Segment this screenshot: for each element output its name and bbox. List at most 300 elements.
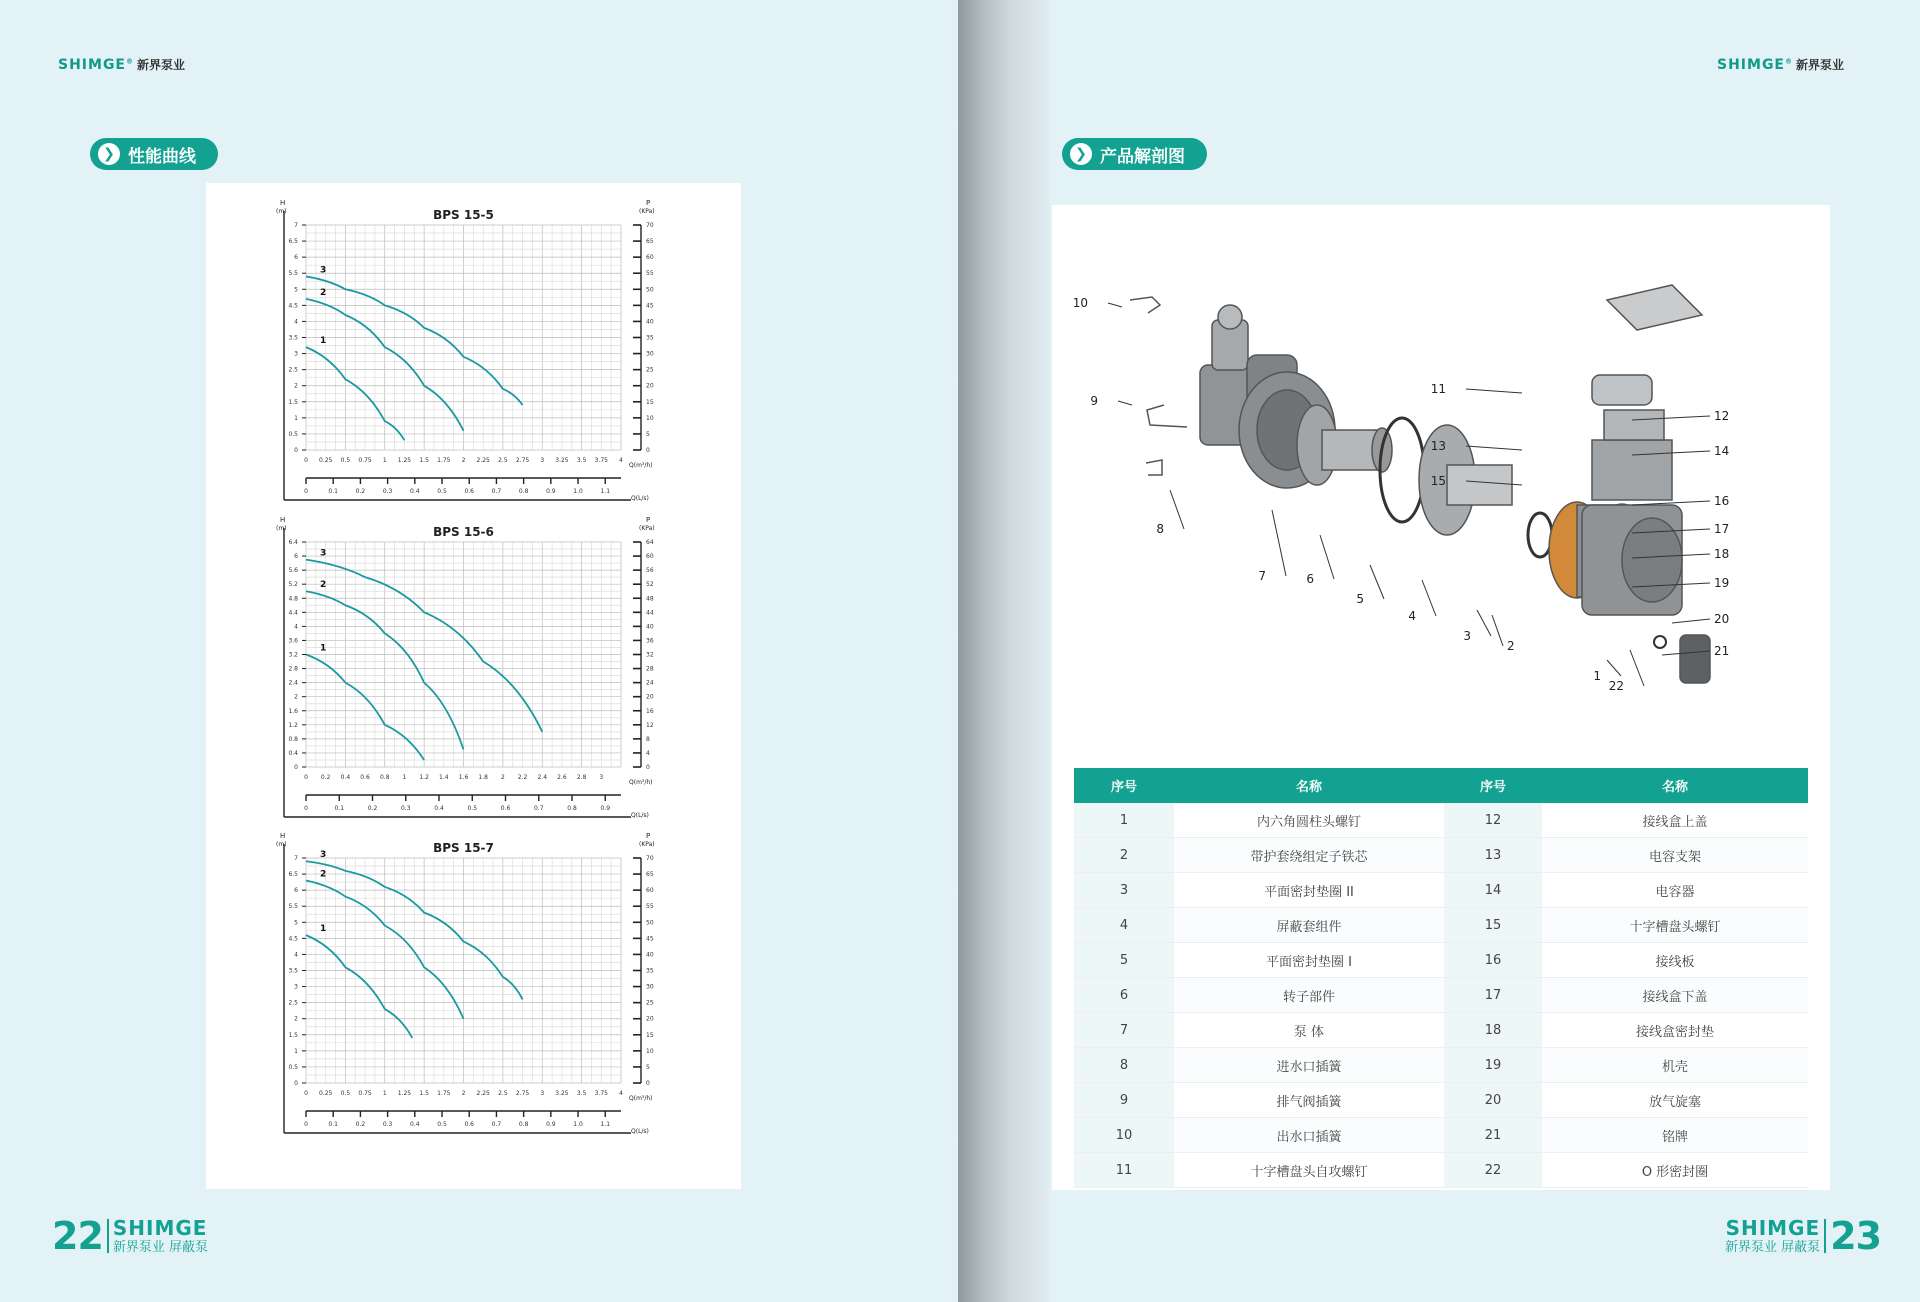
col-header-no: 序号 <box>1444 768 1542 803</box>
outlet-clip-illustration <box>1130 297 1160 313</box>
y-tick-label: 6.5 <box>288 871 298 879</box>
y-tick-label: 5.5 <box>288 270 298 278</box>
y-tick-label: 3 <box>294 350 298 358</box>
x-tick-label: 2.8 <box>576 774 587 781</box>
x2-tick-label: 0.6 <box>464 488 475 495</box>
callout-number: 20 <box>1714 612 1730 626</box>
y-tick-label: 1 <box>294 1047 298 1055</box>
x2-axis-unit: Q(L/s) <box>631 812 649 819</box>
performance-chart <box>276 516 655 819</box>
y-tick-label: 1.2 <box>288 721 298 729</box>
callout-number: 2 <box>1507 639 1515 653</box>
x-tick-label: 1 <box>402 774 407 781</box>
part-name-cell: 转子部件 <box>1174 978 1444 1013</box>
table-row <box>1074 838 1808 873</box>
y-tick-label: 7 <box>294 855 298 862</box>
col-header-no: 序号 <box>1074 768 1174 803</box>
y2-tick-label: 10 <box>646 414 654 422</box>
part-name-cell: 接线盒下盖 <box>1542 978 1808 1013</box>
y-tick-label: 2.5 <box>288 366 298 374</box>
y-tick-label: 0.5 <box>288 1063 298 1071</box>
y2-tick-label: 20 <box>646 1015 654 1023</box>
part-number-cell: 12 <box>1444 803 1542 838</box>
series-label: 2 <box>320 580 327 591</box>
y-tick-label: 3.5 <box>288 334 298 342</box>
y2-tick-label: 8 <box>646 735 650 743</box>
callout-leader-line <box>1370 565 1384 599</box>
x-tick-label: 1.8 <box>478 774 488 781</box>
part-name-cell: 接线盒密封垫 <box>1542 1013 1808 1048</box>
y-tick-label: 6 <box>294 553 298 561</box>
part-name-cell: 屏蔽套组件 <box>1174 908 1444 943</box>
y2-tick-label: 25 <box>646 366 654 374</box>
table-row <box>1074 1118 1808 1153</box>
x-axis-unit: Q(m³/h) <box>629 1095 653 1102</box>
table-row <box>1074 1048 1808 1083</box>
x-tick-label: 0.4 <box>340 774 351 781</box>
y2-tick-label: 36 <box>646 637 654 645</box>
x-tick-label: 3 <box>540 1090 545 1097</box>
x-tick-label: 2.25 <box>476 457 490 464</box>
x-tick-label: 4 <box>619 457 623 464</box>
x-tick-label: 1.5 <box>419 457 429 464</box>
y-tick-label: 0.5 <box>288 430 298 438</box>
y-axis-label: H <box>280 516 286 524</box>
y-tick-label: 4.5 <box>288 302 298 310</box>
y2-tick-label: 15 <box>646 398 654 406</box>
y2-tick-label: 40 <box>646 318 654 326</box>
footer-left <box>52 1214 208 1258</box>
callout-leader-line <box>1118 401 1132 405</box>
y2-tick-label: 56 <box>646 567 654 575</box>
x-tick-label: 0.75 <box>358 457 372 464</box>
x-tick-label: 0.25 <box>319 1090 333 1097</box>
x-tick-label: 1.75 <box>437 457 451 464</box>
part-number-cell: 7 <box>1074 1013 1174 1048</box>
x2-axis-unit: Q(L/s) <box>631 495 649 502</box>
callout-number: 12 <box>1714 409 1730 423</box>
y2-tick-label: 35 <box>646 334 654 342</box>
section-label: 性能曲线 <box>128 146 196 167</box>
part-number-cell: 15 <box>1444 908 1542 943</box>
footer-brand: SHIMGE <box>112 1216 208 1240</box>
y2-tick-label: 55 <box>646 270 654 278</box>
part-number-cell: 16 <box>1444 943 1542 978</box>
part-name-cell: 放气旋塞 <box>1542 1083 1808 1118</box>
callout-number: 16 <box>1714 494 1730 508</box>
x2-tick-label: 0.1 <box>334 805 345 812</box>
y-tick-label: 1.5 <box>288 398 298 406</box>
x-tick-label: 3.75 <box>594 457 608 464</box>
callout-number: 18 <box>1714 547 1730 561</box>
x2-tick-label: 1.0 <box>573 488 583 495</box>
y-axis-label: H <box>280 832 286 840</box>
part-number-cell: 2 <box>1074 838 1174 873</box>
x2-tick-label: 0.3 <box>382 1121 393 1128</box>
y-tick-label: 5 <box>294 919 298 927</box>
y2-tick-label: 15 <box>646 1031 654 1039</box>
x-tick-label: 1.5 <box>419 1090 429 1097</box>
y2-tick-label: 25 <box>646 999 654 1007</box>
y-axis-unit: (m) <box>276 525 287 532</box>
brand-logo-left: SHIMGE® 新界泵业 <box>58 57 186 73</box>
y-tick-label: 5 <box>294 286 298 294</box>
x2-tick-label: 0 <box>304 805 308 812</box>
part-name-cell: 出水口插簧 <box>1174 1118 1444 1153</box>
series-label: 3 <box>320 850 327 861</box>
part-name-cell: 进水口插簧 <box>1174 1048 1444 1083</box>
y-tick-label: 0.8 <box>288 735 298 743</box>
part-name-cell: 铭牌 <box>1542 1118 1808 1153</box>
section-title-exploded-view <box>1062 138 1207 170</box>
part-name-cell: 平面密封垫圈 II <box>1174 873 1444 908</box>
x2-tick-label: 0.7 <box>533 805 544 812</box>
y-tick-label: 3.2 <box>288 651 298 659</box>
part-number-cell: 6 <box>1074 978 1174 1013</box>
y-tick-label: 0.4 <box>288 749 298 757</box>
page-number: 22 <box>52 1214 103 1258</box>
series-label: 1 <box>320 336 327 347</box>
y-tick-label: 0 <box>294 1080 298 1087</box>
y2-axis-unit: (KPa) <box>639 841 655 848</box>
y2-tick-label: 24 <box>646 679 654 687</box>
x2-tick-label: 0.6 <box>464 1121 475 1128</box>
callout-leader-line <box>1108 303 1122 307</box>
callout-leader-line <box>1492 615 1503 646</box>
x2-tick-label: 0.2 <box>355 1121 366 1128</box>
chevron-right-icon: ❯ <box>1070 143 1092 165</box>
part-number-cell: 11 <box>1074 1153 1174 1188</box>
y2-tick-label: 0 <box>646 764 650 771</box>
callout-number: 6 <box>1306 572 1314 586</box>
x-axis-unit: Q(m³/h) <box>629 462 653 469</box>
y2-axis-label: P <box>646 516 651 524</box>
y2-tick-label: 40 <box>646 951 654 959</box>
y-tick-label: 3 <box>294 983 298 991</box>
x2-tick-label: 0.1 <box>328 488 338 495</box>
y2-tick-label: 60 <box>646 254 654 262</box>
x-tick-label: 1.4 <box>439 774 449 781</box>
part-number-cell: 3 <box>1074 873 1174 908</box>
series-label: 3 <box>320 265 327 276</box>
x-tick-label: 3 <box>599 774 604 781</box>
x2-tick-label: 0.5 <box>467 805 478 812</box>
y2-tick-label: 70 <box>646 222 654 229</box>
part-number-cell: 17 <box>1444 978 1542 1013</box>
series-label: 3 <box>320 548 327 559</box>
x-tick-label: 2 <box>500 774 505 781</box>
y-tick-label: 4.4 <box>288 609 298 617</box>
x2-tick-label: 0.7 <box>491 488 502 495</box>
divider <box>107 1219 109 1253</box>
callout-leader-line <box>1170 490 1184 529</box>
callout-leader-line <box>1466 446 1522 450</box>
y-tick-label: 6 <box>294 254 298 262</box>
part-number-cell: 22 <box>1444 1153 1542 1188</box>
x2-tick-label: 1.1 <box>600 488 611 495</box>
x2-tick-label: 0.3 <box>382 488 393 495</box>
y-tick-label: 0 <box>294 447 298 454</box>
x2-tick-label: 0.4 <box>410 1121 420 1128</box>
callout-number: 14 <box>1714 444 1730 458</box>
y-tick-label: 4.5 <box>288 935 298 943</box>
x-tick-label: 0.75 <box>358 1090 372 1097</box>
y-tick-label: 2.8 <box>288 665 298 673</box>
y2-tick-label: 30 <box>646 350 654 358</box>
part-number-cell: 14 <box>1444 873 1542 908</box>
y-tick-label: 2.5 <box>288 999 298 1007</box>
nameplate-illustration <box>1680 635 1710 683</box>
callout-leader-line <box>1607 660 1621 676</box>
part-number-cell: 5 <box>1074 943 1174 978</box>
x2-tick-label: 0.1 <box>328 1121 338 1128</box>
y-tick-label: 2 <box>294 382 298 390</box>
part-number-cell: 21 <box>1444 1118 1542 1153</box>
y2-tick-label: 0 <box>646 447 650 454</box>
y2-axis-label: P <box>646 832 651 840</box>
x-tick-label: 3.5 <box>576 457 587 464</box>
y2-tick-label: 55 <box>646 903 654 911</box>
part-name-cell: 接线板 <box>1542 943 1808 978</box>
y-tick-label: 5.5 <box>288 903 298 911</box>
x-tick-label: 0.6 <box>360 774 370 781</box>
x2-tick-label: 0.5 <box>437 488 447 495</box>
x-tick-label: 0.25 <box>319 457 333 464</box>
y-axis-unit: (m) <box>276 208 287 215</box>
callout-leader-line <box>1466 389 1522 393</box>
x2-tick-label: 0.8 <box>518 488 529 495</box>
table-row <box>1074 1083 1808 1118</box>
table-row <box>1074 908 1808 943</box>
y2-tick-label: 40 <box>646 623 654 631</box>
y-tick-label: 6.4 <box>288 539 298 546</box>
chart-title: BPS 15-6 <box>433 525 494 539</box>
y2-tick-label: 5 <box>646 430 650 438</box>
footer-brand: SHIMGE <box>1725 1216 1821 1240</box>
callout-number: 9 <box>1090 394 1098 408</box>
x-tick-label: 0.8 <box>379 774 390 781</box>
x-tick-label: 2.25 <box>476 1090 490 1097</box>
brand-logo-right: SHIMGE® 新界泵业 <box>1717 57 1845 73</box>
performance-chart <box>276 199 655 502</box>
y-tick-label: 1 <box>294 414 298 422</box>
x-tick-label: 2.4 <box>537 774 548 781</box>
rotor-illustration <box>1297 405 1392 485</box>
footer-subtitle: 新界泵业 屏蔽泵 <box>112 1240 209 1255</box>
callout-leader-line <box>1272 510 1286 576</box>
y-tick-label: 5.2 <box>288 581 298 589</box>
y-tick-label: 6.5 <box>288 238 298 246</box>
y-tick-label: 7 <box>294 222 298 229</box>
x2-tick-label: 0.2 <box>355 488 366 495</box>
x-tick-label: 2 <box>461 457 466 464</box>
x-tick-label: 1.75 <box>437 1090 451 1097</box>
x-tick-label: 0 <box>304 457 308 464</box>
series-label: 2 <box>320 869 327 880</box>
y2-tick-label: 32 <box>646 651 654 659</box>
callout-number: 15 <box>1430 474 1446 488</box>
x2-tick-label: 0.9 <box>546 1121 556 1128</box>
x2-tick-label: 0.8 <box>567 805 577 812</box>
y-tick-label: 4 <box>294 318 298 326</box>
x2-tick-label: 0.9 <box>600 805 611 812</box>
x-tick-label: 2.5 <box>498 1090 508 1097</box>
y-axis-label: H <box>280 199 286 207</box>
y2-tick-label: 35 <box>646 967 654 975</box>
section-title-performance <box>90 138 218 170</box>
table-row <box>1074 1013 1808 1048</box>
part-name-cell: 十字槽盘头自攻螺钉 <box>1174 1153 1444 1188</box>
x-tick-label: 2.75 <box>515 457 530 464</box>
callout-number: 21 <box>1714 644 1730 658</box>
y-tick-label: 6 <box>294 887 298 895</box>
chart-panel <box>206 183 741 1189</box>
callout-number: 13 <box>1430 439 1446 453</box>
performance-charts <box>206 183 741 1189</box>
part-number-cell: 9 <box>1074 1083 1174 1118</box>
part-number-cell: 20 <box>1444 1083 1542 1118</box>
part-name-cell: 带护套绕组定子铁芯 <box>1174 838 1444 873</box>
col-header-name: 名称 <box>1542 768 1808 803</box>
x-tick-label: 2.75 <box>515 1090 530 1097</box>
part-name-cell: 电容支架 <box>1542 838 1808 873</box>
callout-number: 22 <box>1608 679 1624 693</box>
y2-tick-label: 30 <box>646 983 654 991</box>
x-axis-unit: Q(m³/h) <box>629 779 653 786</box>
part-name-cell: 接线盒上盖 <box>1542 803 1808 838</box>
y-tick-label: 5.6 <box>288 567 298 575</box>
y-tick-label: 0 <box>294 764 298 771</box>
x2-tick-label: 1.0 <box>573 1121 583 1128</box>
series-label: 1 <box>320 643 327 654</box>
x2-tick-label: 0 <box>304 1121 308 1128</box>
x-tick-label: 1 <box>382 457 387 464</box>
y2-tick-label: 0 <box>646 1080 650 1087</box>
page-number: 23 <box>1830 1214 1882 1258</box>
part-number-cell: 19 <box>1444 1048 1542 1083</box>
x-tick-label: 1.25 <box>397 457 412 464</box>
part-name-cell: O 形密封圈 <box>1542 1153 1808 1188</box>
y2-tick-label: 60 <box>646 553 654 561</box>
x2-tick-label: 0.4 <box>434 805 444 812</box>
y2-axis-unit: (KPa) <box>639 525 655 532</box>
x2-tick-label: 0.3 <box>400 805 411 812</box>
callout-number: 5 <box>1356 592 1364 606</box>
part-number-cell: 1 <box>1074 803 1174 838</box>
x-tick-label: 3.25 <box>555 457 569 464</box>
callout-leader-line <box>1477 610 1491 636</box>
y-tick-label: 3.5 <box>288 967 298 975</box>
x-tick-label: 3.75 <box>594 1090 608 1097</box>
part-name-cell: 排气阀插簧 <box>1174 1083 1444 1118</box>
x-tick-label: 2.2 <box>517 774 528 781</box>
x-tick-label: 2 <box>461 1090 466 1097</box>
y-tick-label: 2.4 <box>288 679 298 687</box>
x2-tick-label: 0.6 <box>500 805 511 812</box>
y2-tick-label: 16 <box>646 707 654 715</box>
y2-tick-label: 28 <box>646 665 654 673</box>
part-number-cell: 18 <box>1444 1013 1542 1048</box>
table-row <box>1074 803 1808 838</box>
callout-number: 8 <box>1156 522 1164 536</box>
col-header-name: 名称 <box>1174 768 1444 803</box>
x-tick-label: 3.5 <box>576 1090 587 1097</box>
section-label: 产品解剖图 <box>1100 146 1185 167</box>
y2-tick-label: 5 <box>646 1063 650 1071</box>
parts-table <box>1074 768 1808 1188</box>
y-tick-label: 1.5 <box>288 1031 298 1039</box>
part-name-cell: 内六角圆柱头螺钉 <box>1174 803 1444 838</box>
y2-tick-label: 48 <box>646 595 654 603</box>
x-tick-label: 0.5 <box>340 1090 351 1097</box>
x2-tick-label: 0.7 <box>491 1121 502 1128</box>
series-label: 1 <box>320 924 327 935</box>
y-tick-label: 4.8 <box>288 595 298 603</box>
x2-tick-label: 1.1 <box>600 1121 611 1128</box>
table-row <box>1074 873 1808 908</box>
part-name-cell: 机壳 <box>1542 1048 1808 1083</box>
y2-tick-label: 45 <box>646 302 654 310</box>
y-tick-label: 1.6 <box>288 707 298 715</box>
x2-tick-label: 0.8 <box>518 1121 529 1128</box>
chart-title: BPS 15-7 <box>433 841 494 855</box>
x2-tick-label: 0.9 <box>546 488 556 495</box>
callout-number: 10 <box>1072 296 1088 310</box>
divider <box>1824 1219 1826 1253</box>
part-number-cell: 13 <box>1444 838 1542 873</box>
y2-tick-label: 10 <box>646 1047 654 1055</box>
y2-tick-label: 12 <box>646 721 654 729</box>
y2-axis-unit: (KPa) <box>639 208 655 215</box>
series-label: 2 <box>320 287 327 298</box>
y2-tick-label: 60 <box>646 887 654 895</box>
table-header-row <box>1074 768 1808 803</box>
y2-tick-label: 50 <box>646 286 654 294</box>
table-row <box>1074 1153 1808 1188</box>
y2-tick-label: 52 <box>646 581 654 589</box>
y-axis-unit: (m) <box>276 841 287 848</box>
callout-leader-line <box>1422 580 1436 616</box>
y2-tick-label: 65 <box>646 871 654 879</box>
y-tick-label: 2 <box>294 693 298 701</box>
performance-chart <box>276 832 655 1135</box>
y2-tick-label: 65 <box>646 238 654 246</box>
y2-tick-label: 64 <box>646 539 654 546</box>
x-tick-label: 3 <box>540 457 545 464</box>
part-name-cell: 泵 体 <box>1174 1013 1444 1048</box>
callout-leader-line <box>1320 535 1334 579</box>
part-name-cell: 平面密封垫圈 I <box>1174 943 1444 978</box>
exploded-diagram <box>1052 205 1830 745</box>
x-tick-label: 0.2 <box>320 774 331 781</box>
footer-right <box>1725 1214 1881 1258</box>
part-name-cell: 十字槽盘头螺钉 <box>1542 908 1808 943</box>
y-tick-label: 2 <box>294 1015 298 1023</box>
vent-plug-illustration <box>1654 636 1666 648</box>
y-tick-label: 4 <box>294 951 298 959</box>
x2-tick-label: 0.5 <box>437 1121 447 1128</box>
table-row <box>1074 943 1808 978</box>
footer-subtitle: 新界泵业 屏蔽泵 <box>1725 1240 1821 1255</box>
x2-axis-unit: Q(L/s) <box>631 1128 649 1135</box>
chart-title: BPS 15-5 <box>433 208 494 222</box>
x-tick-label: 1.6 <box>458 774 469 781</box>
x2-tick-label: 0 <box>304 488 308 495</box>
y-tick-label: 3.6 <box>288 637 298 645</box>
y2-tick-label: 50 <box>646 919 654 927</box>
x-tick-label: 0 <box>304 1090 308 1097</box>
x-tick-label: 2.6 <box>557 774 567 781</box>
